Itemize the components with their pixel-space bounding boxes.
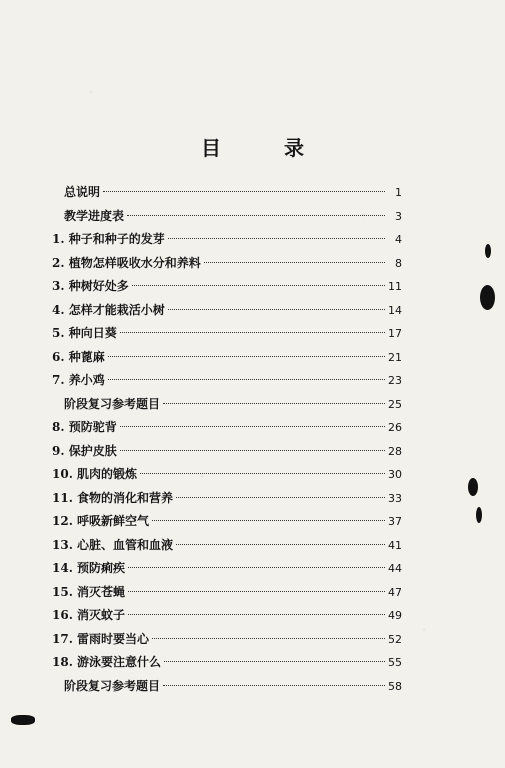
- dot-leader: [176, 544, 385, 545]
- ink-speck: [11, 715, 35, 725]
- dot-leader: [164, 661, 385, 662]
- toc-entry: [52, 534, 402, 558]
- dot-leader: [140, 473, 385, 474]
- toc-entry-page: 41: [388, 538, 402, 552]
- dot-leader: [163, 685, 385, 686]
- toc-entry-page: 37: [388, 515, 402, 528]
- toc-entry-title: 阶段复习参考题目: [64, 396, 161, 411]
- toc-entry-page: 30: [388, 468, 402, 481]
- ink-speck: [468, 478, 478, 496]
- toc-entry-page: 11: [388, 280, 402, 293]
- toc-entry-title: 16. 消灭蚊子: [52, 608, 126, 622]
- toc-entry-page: 55: [388, 656, 402, 669]
- table-of-contents: [52, 181, 402, 698]
- dot-leader: [108, 356, 385, 357]
- toc-entry-title: 10. 肌肉的锻炼: [52, 467, 138, 481]
- toc-entry: [52, 322, 402, 346]
- dot-leader: [132, 285, 385, 286]
- toc-entry: [52, 604, 402, 628]
- dot-leader: [120, 332, 385, 333]
- toc-entry-page: 8: [395, 256, 402, 270]
- toc-entry: [52, 440, 402, 464]
- dot-leader: [152, 638, 385, 639]
- page-title: 目 录: [201, 136, 332, 160]
- toc-entry-title: 18. 游泳要注意什么: [52, 655, 162, 669]
- toc-entry-page: 44: [388, 562, 402, 575]
- toc-entry-page: 14: [388, 303, 402, 317]
- toc-entry-title: 15. 消灭苍蝇: [52, 584, 126, 599]
- toc-entry-page: 28: [388, 444, 402, 458]
- toc-entry-page: 49: [388, 609, 402, 622]
- toc-entry-title: 2. 植物怎样吸收水分和养料: [52, 255, 201, 270]
- toc-entry: [52, 228, 402, 252]
- toc-entry: [52, 416, 402, 440]
- toc-entry-title: 总说明: [64, 185, 101, 199]
- toc-entry-title: 8. 预防驼背: [52, 420, 117, 434]
- toc-entry-page: 4: [395, 233, 402, 246]
- toc-entry: [52, 346, 402, 370]
- ink-speck: [476, 507, 482, 523]
- toc-entry-title: 阶段复习参考题目: [64, 678, 161, 693]
- ink-speck: [480, 285, 495, 310]
- dot-leader: [120, 426, 385, 427]
- toc-entry: [52, 557, 402, 581]
- toc-entry-page: 58: [388, 679, 402, 693]
- toc-entry: [52, 205, 402, 229]
- toc-entry-title: 4. 怎样才能栽活小树: [52, 302, 165, 317]
- toc-entry: [52, 651, 402, 675]
- toc-entry-page: 26: [388, 421, 402, 434]
- toc-entry: [52, 369, 402, 393]
- toc-entry-title: 17. 雷雨时要当心: [52, 631, 150, 646]
- dot-leader: [103, 191, 385, 192]
- toc-entry-title: 9. 保护皮肤: [52, 443, 117, 458]
- toc-entry-page: 17: [388, 327, 402, 340]
- dot-leader: [176, 497, 385, 498]
- dot-leader: [127, 215, 385, 216]
- toc-entry-title: 11. 食物的消化和营养: [52, 490, 174, 505]
- toc-entry: [52, 581, 402, 605]
- toc-entry: [52, 675, 402, 699]
- toc-entry: [52, 463, 402, 487]
- dot-leader: [152, 520, 385, 521]
- toc-entry-page: 52: [388, 632, 402, 646]
- toc-entry: [52, 275, 402, 299]
- dot-leader: [168, 309, 385, 310]
- toc-entry: [52, 393, 402, 417]
- dot-leader: [108, 379, 385, 380]
- toc-entry-page: 1: [395, 186, 402, 199]
- toc-entry-page: 47: [388, 585, 402, 599]
- toc-entry-page: 21: [388, 350, 402, 364]
- dot-leader: [128, 614, 385, 615]
- toc-entry: [52, 510, 402, 534]
- toc-entry: [52, 252, 402, 276]
- toc-entry-page: 25: [388, 397, 402, 411]
- toc-entry: [52, 181, 402, 205]
- toc-entry: [52, 487, 402, 511]
- toc-entry-page: 3: [395, 209, 402, 223]
- dot-leader: [128, 567, 385, 568]
- toc-entry-page: 23: [388, 374, 402, 387]
- dot-leader: [120, 450, 385, 451]
- dot-leader: [163, 403, 385, 404]
- toc-entry-title: 13. 心脏、血管和血液: [52, 537, 174, 552]
- toc-entry-title: 6. 种蓖麻: [52, 349, 105, 364]
- toc-entry-title: 3. 种树好处多: [52, 279, 129, 293]
- toc-entry-title: 5. 种向日葵: [52, 326, 117, 340]
- toc-entry: [52, 299, 402, 323]
- ink-speck: [485, 244, 491, 258]
- dot-leader: [204, 262, 385, 263]
- toc-entry-title: 1. 种子和种子的发芽: [52, 232, 165, 246]
- toc-entry-title: 7. 养小鸡: [52, 373, 105, 387]
- toc-entry: [52, 628, 402, 652]
- toc-entry-title: 14. 预防痢疾: [52, 561, 126, 575]
- dot-leader: [128, 591, 385, 592]
- toc-entry-title: 12. 呼吸新鲜空气: [52, 514, 150, 528]
- toc-entry-page: 33: [388, 491, 402, 505]
- toc-entry-title: 教学进度表: [64, 208, 125, 223]
- dot-leader: [168, 238, 385, 239]
